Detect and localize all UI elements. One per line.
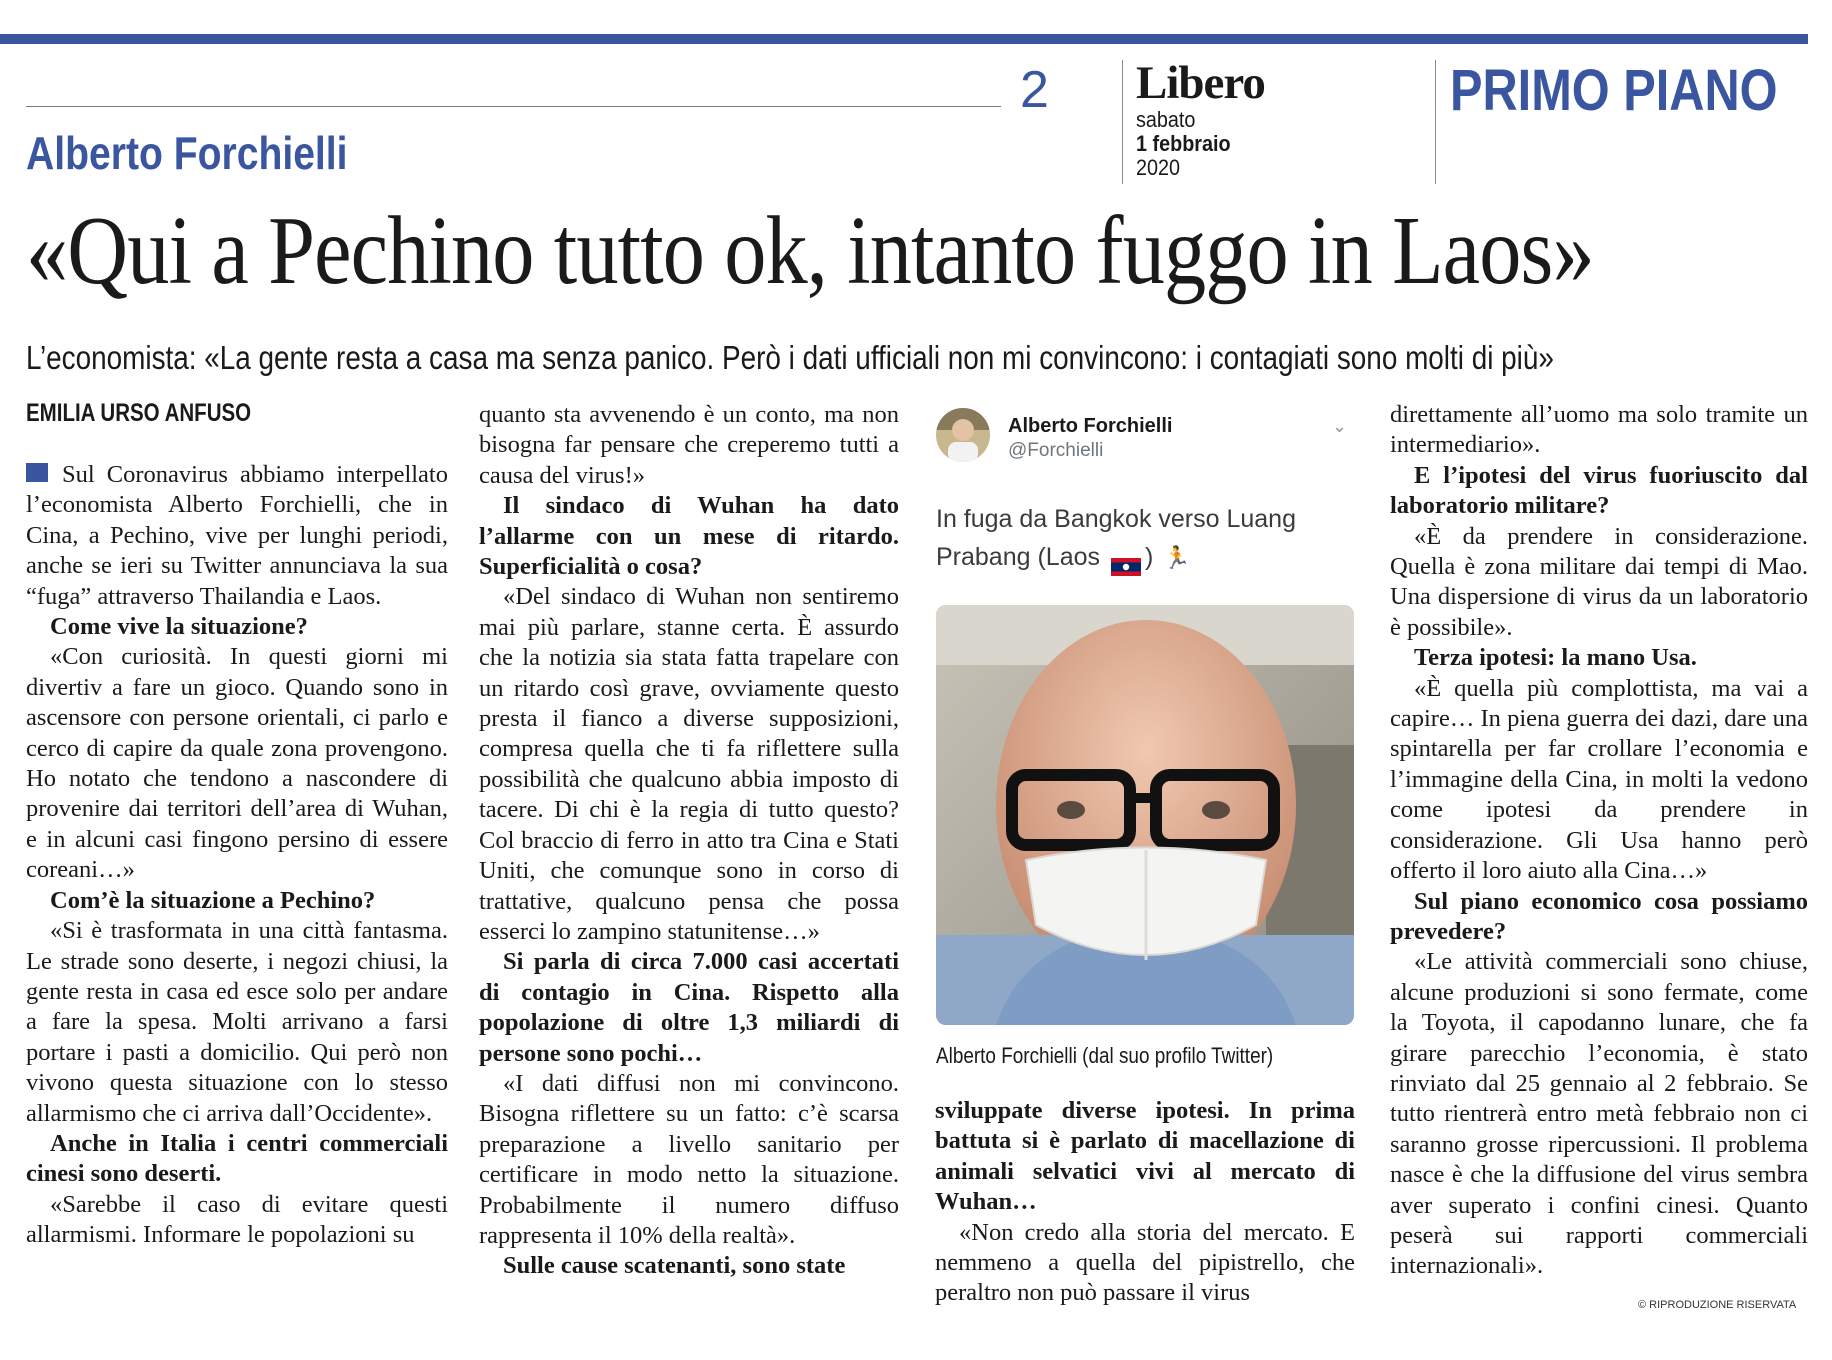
- paragraph: «Con curiosità. In questi giorni mi divertiv a fare un gioco. Quando sono in ascensore con persone orientali, ci parlo e cerco di capire da quale zona provengono. Ho notato che tendono a nascondere di provenire dai territori dell’area di Wuhan, e in alcuni casi fingono persino di essere coreani…»: [26, 643, 448, 884]
- paragraph: direttamente all’uomo ma solo tramite un intermediario».: [1390, 401, 1808, 459]
- question: E l’ipotesi del virus fuoriuscito dal laboratorio militare?: [1390, 461, 1808, 520]
- page-number: 2: [1020, 61, 1049, 119]
- issue-date: [1136, 108, 1231, 180]
- article-kicker: Alberto Forchielli: [26, 127, 348, 179]
- photo-caption: Alberto Forchielli (dal suo profilo Twitter): [936, 1043, 1274, 1068]
- article-headline: «Qui a Pechino tutto ok, intanto fuggo in Laos»: [26, 197, 1594, 305]
- paragraph: «Non credo alla storia del mercato. E nemmeno a quella del pipistrello, che peraltro non può passare il virus: [935, 1218, 1355, 1307]
- runner-icon: 🏃: [1163, 546, 1191, 571]
- avatar: [936, 408, 990, 462]
- tweet-text: [936, 500, 1356, 578]
- section-title: PRIMO PIANO: [1450, 58, 1778, 123]
- question: Anche in Italia i centri commerciali cinesi sono deserti.: [26, 1129, 448, 1188]
- header-divider-left: [1122, 60, 1123, 184]
- tweet-author-name[interactable]: Alberto Forchielli: [1008, 415, 1173, 437]
- text-column-2: [479, 400, 899, 1310]
- header-rule: [26, 106, 1001, 107]
- question: Sul piano economico cosa possiamo prevedere?: [1390, 887, 1808, 945]
- tweet-text-main: In fuga da Bangkok verso Luang Prabang (Laos: [936, 505, 1296, 571]
- issue-year: 2020: [1136, 155, 1181, 180]
- paragraph: quanto sta avvenendo è un conto, ma non bisogna far pensare che creperemo tutti a causa del virus!»: [479, 401, 899, 489]
- paragraph: «È quella più complottista, ma vai a capire… In piena guerra dei dazi, dare una spintarella per far crollare l’economia e l’immagine della Cina, in molti la vedono come ipotesi da prendere in considerazione. Gli Usa hanno però offerto il loro aiuto alla Cina…»: [1390, 674, 1808, 885]
- text-column-1: [26, 460, 448, 1310]
- issue-day: sabato: [1136, 107, 1196, 132]
- top-accent-bar: [0, 34, 1808, 44]
- tweet-photo[interactable]: [936, 605, 1354, 1025]
- question: Com’è la situazione a Pechino?: [50, 886, 376, 914]
- paragraph: «Sarebbe il caso di evitare questi allarmismi. Informare le popolazioni su: [26, 1190, 448, 1249]
- question: sviluppate diverse ipotesi. In prima battuta si è parlato di macellazione di animali selvatici vivi al mercato di Wuhan…: [935, 1097, 1355, 1216]
- paragraph: «Si è trasformata in una città fantasma. Le strade sono deserte, i negozi chiusi, la gente resta in casa ed esce solo per andare a fare la spesa. Molti arrivano a farsi portare i pasti a domicilio. Qui però non vivono questa situazione con lo stesso allarmismo che ci arriva dall’Occidente».: [26, 917, 448, 1127]
- section-marker-icon: [26, 463, 48, 482]
- laos-flag-icon: [1111, 549, 1141, 567]
- question: Come vive la situazione?: [50, 613, 308, 641]
- paragraph: [26, 460, 448, 612]
- masthead-logo: Libero: [1136, 57, 1265, 109]
- issue-date-day-month: 1 febbraio: [1136, 131, 1231, 156]
- header-divider-right: [1435, 60, 1436, 184]
- paragraph: «Le attività commerciali sono chiuse, alcune produzioni si sono fermate, come la Toyota, il capodanno lunare, che fa girare parecchio l’economia, è stato rinviato dal 25 gennaio al 2 febbraio. Se tutto rientrerà entro metà febbraio non ci saranno grosse ripercussioni. Il problema nasce è che la diffusione del virus sembra aver superato i confini cinesi. Quanto peserà sui rapporti commerciali internazionali».: [1390, 948, 1808, 1280]
- paragraph: «È da prendere in considerazione. Quella è zona militare dai tempi di Mao. Una dispersione di virus da un laboratorio è possibile».: [1390, 522, 1808, 641]
- tweet-text-end: ): [1144, 543, 1154, 571]
- question: Sulle cause scatenanti, sono state: [503, 1252, 846, 1280]
- article-byline: EMILIA URSO ANFUSO: [26, 399, 252, 427]
- twitter-embed: [928, 400, 1362, 1060]
- paragraph-text: Sul Coronavirus abbiamo interpellato l’economista Alberto Forchielli, che in Cina, a Pechino, vive per lunghi periodi, anche se ieri su Twitter annunciava la sua “fuga” attraverso Thailandia e Laos.: [26, 461, 448, 610]
- chevron-down-icon[interactable]: ⌄: [1332, 416, 1348, 437]
- question: Il sindaco di Wuhan ha dato l’allarme con un mese di ritardo. Superficialità o cosa?: [479, 492, 899, 581]
- paragraph: «Del sindaco di Wuhan non sentiremo mai più parlare, stanne certa. È assurdo che la notizia sia stata fatta trapelare con un ritardo così grave, ovviamente questo presta il fianco a diverse supposizioni, compresa quella che ti fa riflettere sulla possibilità che qualcuno abbia imposto di tacere. Di chi è la regia di tutto questo? Col braccio di ferro in atto tra Cina e Stati Uniti, che comunque sono in corso di trattative, qualcuno pensa che possa esserci lo zampino statunitense…»: [479, 583, 899, 945]
- text-column-4: [1390, 400, 1808, 1295]
- paragraph: «I dati diffusi non mi convincono. Bisogna riflettere su un fatto: c’è scarsa preparazione a livello sanitario per certificare in modo netto la situazione. Probabilmente il numero diffuso rappresenta il 10% della realtà».: [479, 1069, 899, 1249]
- text-column-3: [935, 1096, 1355, 1316]
- copyright-notice: © RIPRODUZIONE RISERVATA: [1638, 1299, 1797, 1311]
- question: Terza ipotesi: la mano Usa.: [1414, 644, 1697, 672]
- article-deck: L’economista: «La gente resta a casa ma senza panico. Però i dati ufficiali non mi convincono: i contagiati sono molti di più»: [26, 339, 1554, 376]
- question: Si parla di circa 7.000 casi accertati di contagio in Cina. Rispetto alla popolazione di oltre 1,3 miliardi di persone sono pochi…: [479, 948, 899, 1067]
- tweet-author-handle[interactable]: @Forchielli: [1008, 440, 1104, 461]
